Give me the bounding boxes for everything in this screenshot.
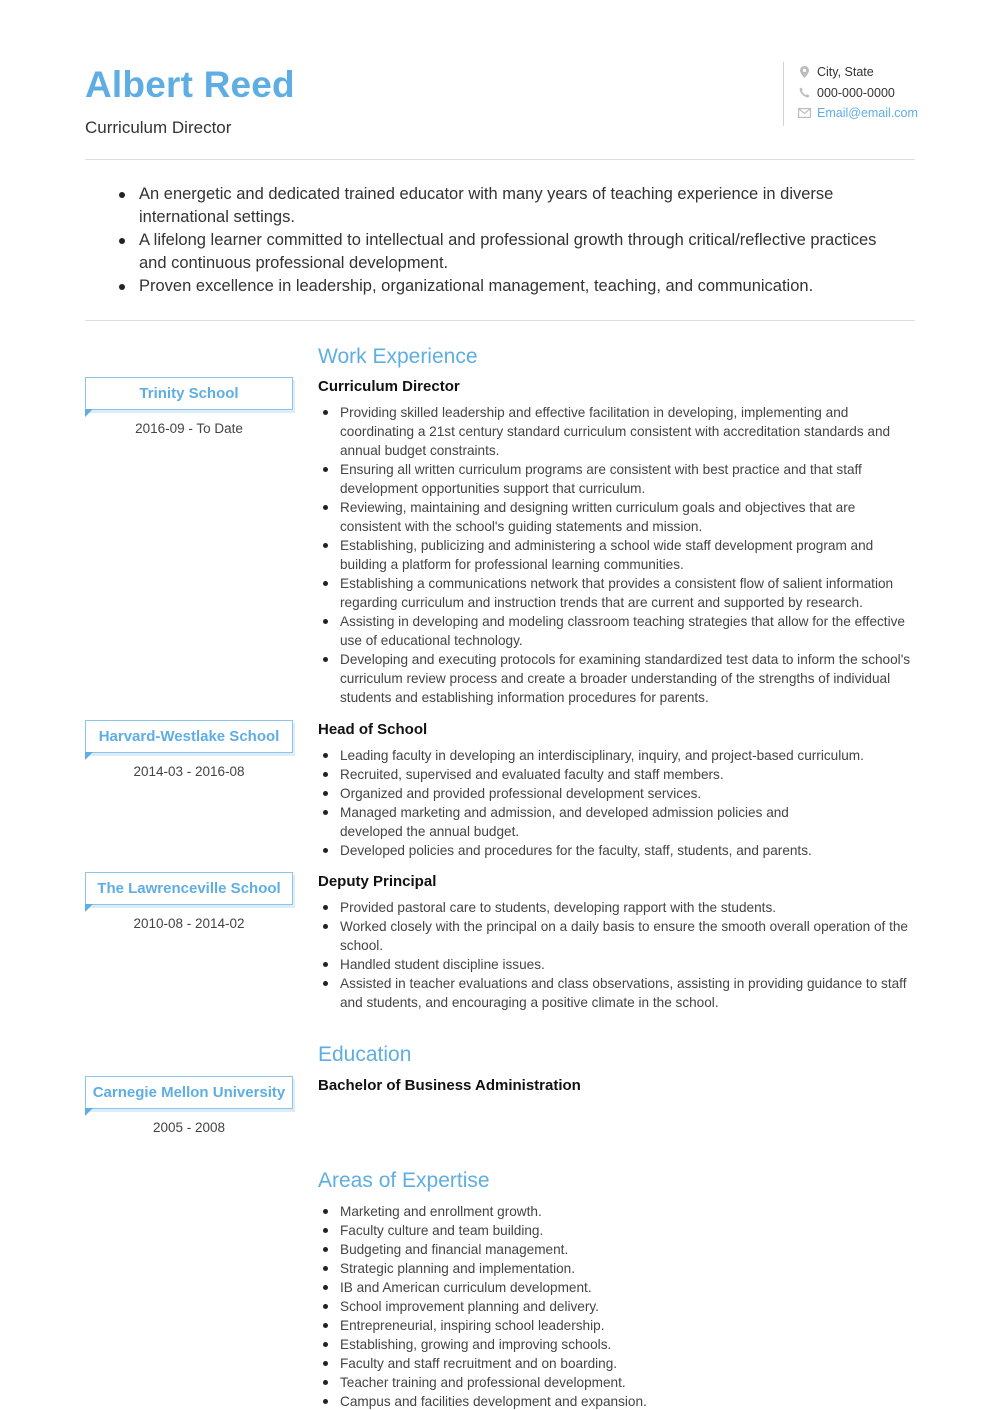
location-pin-icon xyxy=(798,66,811,78)
job-duty: Reviewing, maintaining and designing written curriculum goals and objectives that are consistent with the school's guiding statements and mission. xyxy=(318,498,918,536)
job-duty: Establishing a communications network that provides a consistent flow of salient information regarding curriculum and instruction trends that are current and supported by research. xyxy=(318,574,918,612)
job-duty: Ensuring all written curriculum programs are consistent with best practice and that staff development opportunities support that curriculum. xyxy=(318,460,918,498)
expertise-item: Entrepreneurial, inspiring school leadership. xyxy=(318,1316,918,1335)
job-duty: Recruited, supervised and evaluated faculty and staff members. xyxy=(318,765,918,784)
job-duty: Establishing, publicizing and administering a school wide staff development program and building a platform for professional learning communities. xyxy=(318,536,918,574)
expertise-item: IB and American curriculum development. xyxy=(318,1278,918,1297)
phone-icon xyxy=(798,87,811,98)
education-heading: Education xyxy=(318,1043,412,1066)
job-duty: Provided pastoral care to students, developing rapport with the students. xyxy=(318,898,918,917)
work-experience-heading: Work Experience xyxy=(318,345,478,368)
phone-text: 000-000-0000 xyxy=(817,85,895,100)
contact-location xyxy=(798,62,918,83)
education-dates: 2005 - 2008 xyxy=(152,1120,226,1135)
job-duty: Leading faculty in developing an interdisciplinary, inquiry, and project-based curriculum. xyxy=(318,746,918,765)
expertise-item: Budgeting and financial management. xyxy=(318,1240,918,1259)
job-duties-list xyxy=(318,403,918,707)
expertise-heading: Areas of Expertise xyxy=(318,1169,490,1192)
expertise-item: Marketing and enrollment growth. xyxy=(318,1202,918,1221)
expertise-item: Strategic planning and implementation. xyxy=(318,1259,918,1278)
job-duty: Developed policies and procedures for the faculty, staff, students, and parents. xyxy=(318,841,918,860)
employer-tag-lawrenceville: The Lawrenceville School xyxy=(85,872,293,905)
job-duty: Organized and provided professional development services. xyxy=(318,784,918,803)
job-duty: Providing skilled leadership and effective facilitation in developing, implementing and coordinating a 21st century standard curriculum consistent with accreditation standards and annual budget constraints. xyxy=(318,403,918,460)
job-duty: Worked closely with the principal on a daily basis to ensure the smooth overall operation of the school. xyxy=(318,917,918,955)
employment-dates: 2014-03 - 2016-08 xyxy=(133,764,245,779)
expertise-item: Campus and facilities development and expansion. xyxy=(318,1392,918,1410)
job-duty: Developing and executing protocols for examining standardized test data to inform the school's curriculum review process and create a broader understanding of the strengths of individual students and establishing information procedures for parents. xyxy=(318,650,918,707)
summary-item: A lifelong learner committed to intellectual and professional growth through critical/reflective practices and continuous professional development. xyxy=(117,229,907,275)
contact-email[interactable] xyxy=(798,103,918,124)
school-tag-carnegie-mellon: Carnegie Mellon University xyxy=(85,1076,293,1109)
job-duty: Handled student discipline issues. xyxy=(318,955,918,974)
resume-header xyxy=(85,62,918,160)
job-duty: Assisted in teacher evaluations and class observations, assisting in providing guidance to staff and students, and encouraging a positive climate in the school. xyxy=(318,974,918,1012)
expertise-item: Faculty culture and team building. xyxy=(318,1221,918,1240)
header-divider xyxy=(85,159,915,160)
location-text: City, State xyxy=(817,65,874,80)
employment-dates: 2016-09 - To Date xyxy=(135,421,243,436)
expertise-item: Faculty and staff recruitment and on boarding. xyxy=(318,1354,918,1373)
job-role: Deputy Principal xyxy=(318,873,437,890)
employer-tag-harvard-westlake: Harvard-Westlake School xyxy=(85,720,293,753)
degree-name: Bachelor of Business Administration xyxy=(318,1077,581,1094)
job-duty: Managed marketing and admission, and developed admission policies and developed the annual budget. xyxy=(318,803,918,841)
expertise-item: Teacher training and professional development. xyxy=(318,1373,918,1392)
summary-divider xyxy=(85,320,915,321)
employment-dates: 2010-08 - 2014-02 xyxy=(133,916,245,931)
job-role: Head of School xyxy=(318,721,428,738)
summary-list xyxy=(117,183,907,298)
job-role: Curriculum Director xyxy=(318,378,460,395)
job-duties-list xyxy=(318,746,918,860)
summary-item: Proven excellence in leadership, organizational management, teaching, and communication. xyxy=(117,275,907,298)
summary-item: An energetic and dedicated trained educator with many years of teaching experience in diverse international settings. xyxy=(117,183,907,229)
contact-phone xyxy=(798,83,918,104)
job-duty: Assisting in developing and modeling classroom teaching strategies that allow for the effective use of educational technology. xyxy=(318,612,918,650)
contact-block xyxy=(783,62,918,126)
envelope-icon xyxy=(798,108,811,118)
employer-tag-trinity: Trinity School xyxy=(85,377,293,410)
expertise-list xyxy=(318,1202,918,1410)
candidate-name: Albert Reed xyxy=(85,64,295,105)
expertise-item: School improvement planning and delivery. xyxy=(318,1297,918,1316)
expertise-item: Establishing, growing and improving schools. xyxy=(318,1335,918,1354)
email-link[interactable]: Email@email.com xyxy=(817,106,918,121)
candidate-title: Curriculum Director xyxy=(85,118,232,137)
job-duties-list xyxy=(318,898,918,1012)
